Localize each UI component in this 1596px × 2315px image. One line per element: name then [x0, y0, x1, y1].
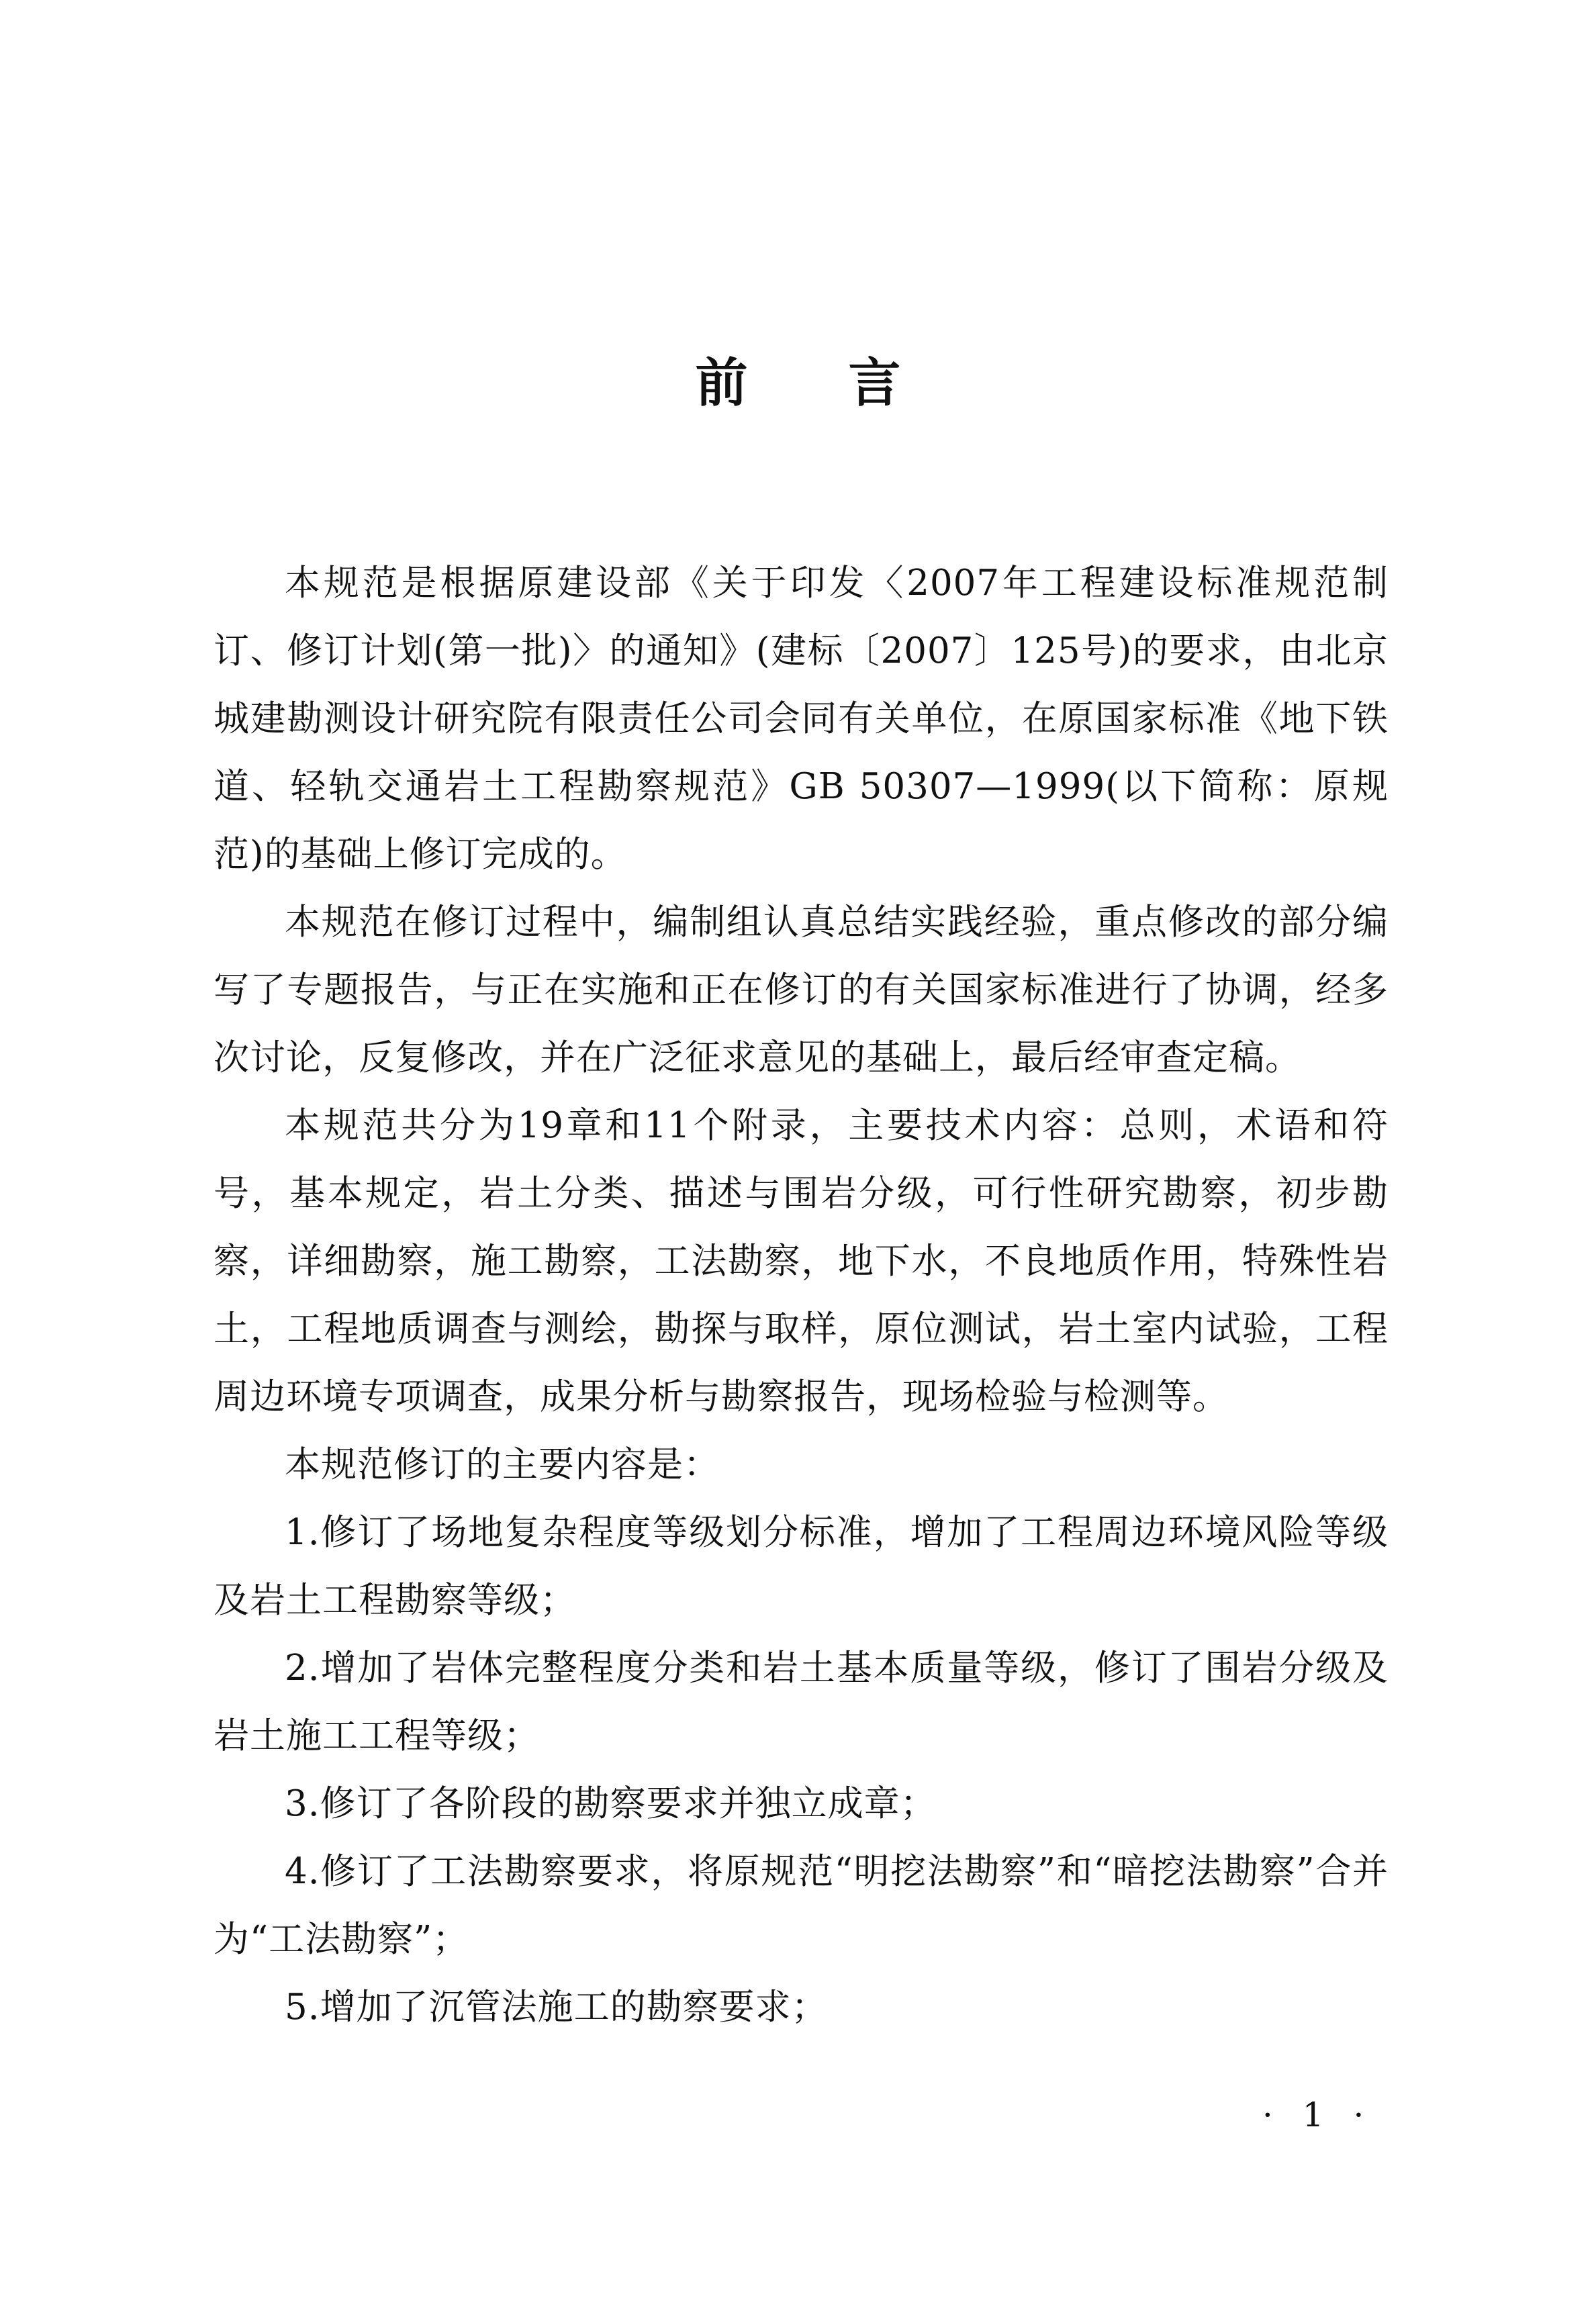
revision-item-4: 4.修订了工法勘察要求，将原规范“明挖法勘察”和“暗挖法勘察”合并为“工法勘察”； — [214, 1851, 1389, 1960]
revision-item-5: 5.增加了沉管法施工的勘察要求； — [285, 1987, 828, 2028]
paragraph-technical-content: 本规范共分为19章和11个附录，主要技术内容：总则，术语和符号，基本规定，岩土分类、描述与围岩分级，可行性研究勘察，初步勘察，详细勘察，施工勘察，工法勘察，地下水，不良地质作用，特殊性岩土，工程地质调查与测绘，勘探与取样，原位测试，岩土室内试验，工程周边环境专项调查，成果分析与勘察报告，现场检验与检测等。 — [214, 1105, 1389, 1417]
page-number: · 1 · — [1262, 2095, 1374, 2134]
paragraph-main-revisions-intro: 本规范修订的主要内容是： — [285, 1444, 720, 1485]
paragraph-basis: 本规范是根据原建设部《关于印发〈2007年工程建设标准规范制订、修订计划(第一批)〉的通知》(建标〔2007〕125号)的要求，由北京城建勘测设计研究院有限责任公司会同有关单位，在原国家标准《地下铁道、轻轨交通岩土工程勘察规范》GB 50307—1999(以下简称：原规范)的基础上修订完成的。 — [214, 563, 1389, 875]
revision-item-3: 3.修订了各阶段的勘察要求并独立成章； — [285, 1783, 937, 1824]
revision-item-2: 2.增加了岩体完整程度分类和岩土基本质量等级，修订了围岩分级及岩土施工工程等级； — [214, 1648, 1389, 1756]
page-title: 前言 — [695, 353, 1002, 414]
revision-item-1: 1.修订了场地复杂程度等级划分标准，增加了工程周边环境风险等级及岩土工程勘察等级； — [214, 1512, 1389, 1621]
paragraph-revision-process: 本规范在修订过程中，编制组认真总结实践经验，重点修改的部分编写了专题报告，与正在实施和正在修订的有关国家标准进行了协调，经多次讨论，反复修改，并在广泛征求意见的基础上，最后经审查定稿。 — [214, 902, 1389, 1078]
preface-body — [214, 549, 1389, 2041]
